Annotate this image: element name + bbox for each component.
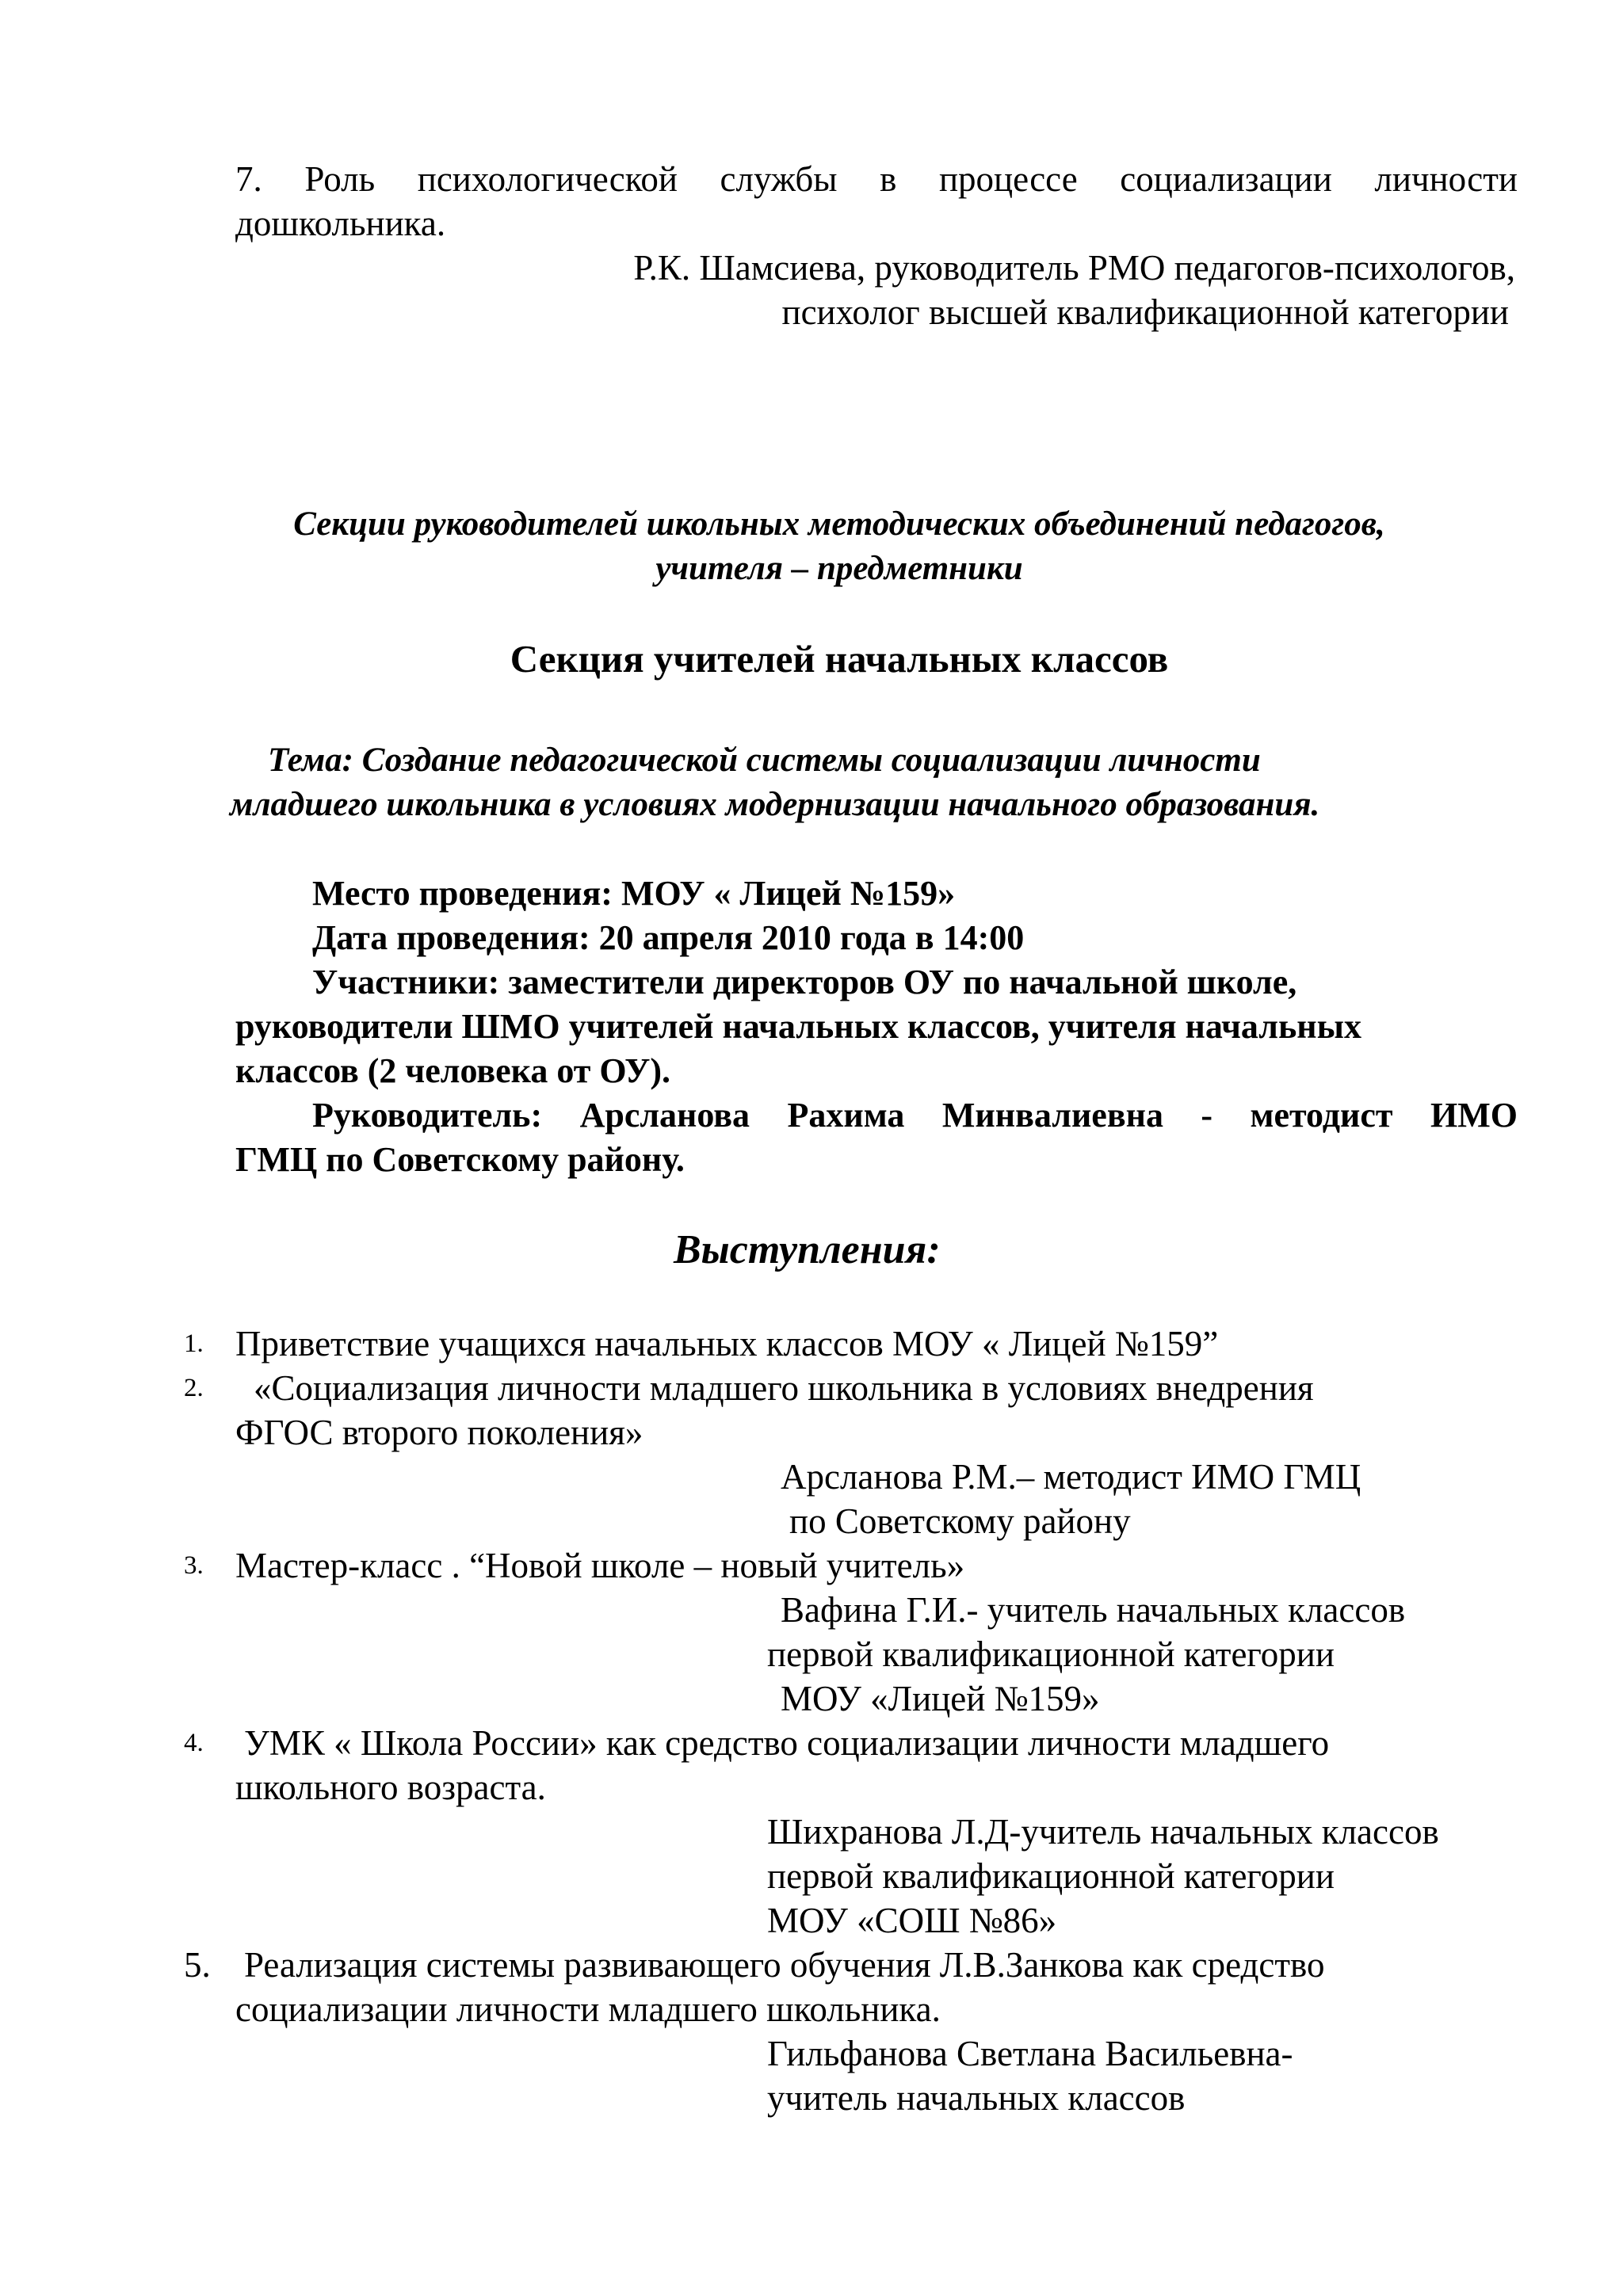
leader-line-1: Руководитель: Арсланова Рахима Минвалиевна - методист ИМО: [312, 1096, 1518, 1135]
talk-3-speaker-line-2: первой квалификационной категории: [767, 1634, 1335, 1674]
section-title: Секция учителей начальных классов: [510, 637, 1169, 681]
sections-heading-line-1: Секции руководителей школьных методических объединений педагогов,: [293, 505, 1385, 543]
talk-3-speaker-line-1: Вафина Г.И.- учитель начальных классов: [781, 1590, 1406, 1630]
intro-speaker-line-1: Р.К. Шамсиева, руководитель РМО педагогов-психологов,: [633, 248, 1515, 288]
talk-2-speaker-line-1: Арсланова Р.М.– методист ИМО ГМЦ: [781, 1457, 1361, 1497]
theme-line-2: младшего школьника в условиях модернизации начального образования.: [230, 786, 1320, 823]
participants-line-3: классов (2 человека от ОУ).: [235, 1051, 671, 1090]
talk-number: 2.: [184, 1374, 204, 1402]
talk-4-title-line-2: школьного возраста.: [235, 1768, 546, 1807]
participants-line-2: руководители ШМО учителей начальных классов, учителя начальных: [235, 1007, 1361, 1046]
talk-number: 4.: [184, 1729, 204, 1757]
talk-2-title-line-2: ФГОС второго поколения»: [235, 1413, 643, 1452]
talk-2-title-line-1: «Социализация личности младшего школьника в условиях внедрения: [254, 1368, 1314, 1408]
talk-4-title-line-1: УМК « Школа России» как средство социализации личности младшего: [244, 1723, 1330, 1763]
intro-item-line-1: 7. Роль психологической службы в процессе социализации личности: [235, 159, 1518, 199]
talk-1-title-line-1: Приветствие учащихся начальных классов МОУ « Лицей №159”: [235, 1324, 1219, 1363]
talk-5-title-line-2: социализации личности младшего школьника.: [235, 1989, 941, 2029]
sections-heading-line-2: учителя – предметники: [655, 550, 1023, 587]
theme-line-1: Тема: Создание педагогической системы социализации личности: [268, 742, 1261, 779]
talk-4-speaker-line-1: Шихранова Л.Д-учитель начальных классов: [767, 1812, 1439, 1852]
talk-4-speaker-line-3: МОУ «СОШ №86»: [767, 1901, 1057, 1940]
talk-5-speaker-line-1: Гильфанова Светлана Васильевна-: [767, 2034, 1293, 2073]
talk-2-speaker-line-2: по Советскому району: [789, 1501, 1131, 1541]
talk-number: 5.: [184, 1945, 211, 1985]
talks-heading: Выступления:: [674, 1227, 941, 1272]
talk-3-speaker-line-3: МОУ «Лицей №159»: [781, 1679, 1100, 1718]
intro-item-line-2: дошкольника.: [235, 204, 446, 243]
talk-5-speaker-line-2: учитель начальных классов: [767, 2078, 1186, 2118]
talk-number: 3.: [184, 1551, 204, 1580]
talk-4-speaker-line-2: первой квалификационной категории: [767, 1856, 1335, 1896]
talk-3-title-line-1: Мастер-класс . “Новой школе – новый учитель»: [235, 1546, 965, 1585]
talk-number: 1.: [184, 1329, 204, 1358]
event-date: Дата проведения: 20 апреля 2010 года в 14:00: [312, 918, 1025, 957]
talk-5-title-line-1: Реализация системы развивающего обучения Л.В.Занкова как средство: [244, 1945, 1325, 1985]
intro-speaker-line-2: психолог высшей квалификационной категории: [781, 292, 1509, 332]
leader-line-2: ГМЦ по Советскому району.: [235, 1140, 685, 1179]
participants-line-1: Участники: заместители директоров ОУ по начальной школе,: [312, 963, 1297, 1001]
event-place: Место проведения: МОУ « Лицей №159»: [312, 874, 956, 913]
